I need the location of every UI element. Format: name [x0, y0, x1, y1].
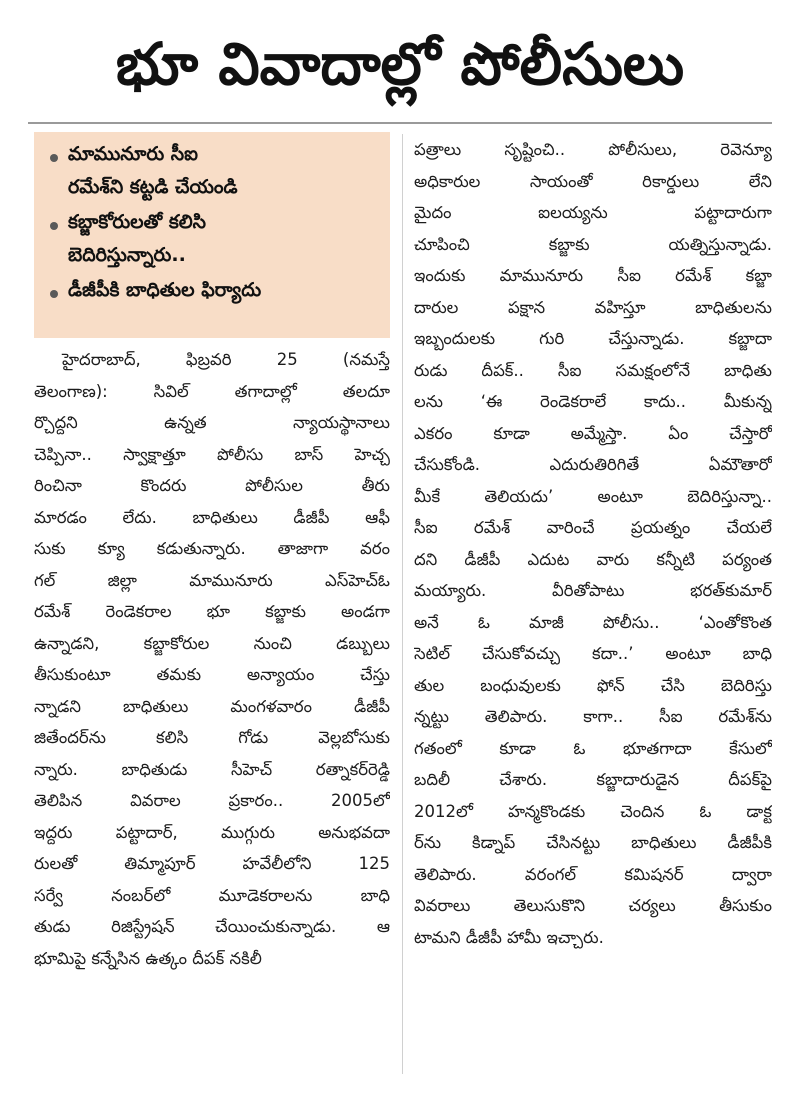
body-text-line: తెలంగాణ): సివిల్ తగాదాల్లో తలదూ	[34, 381, 390, 401]
right-column	[414, 132, 772, 953]
body-text-line: 2012లో హన్మకొండకు చెందిన ఓ డాక్ట	[414, 801, 772, 821]
body-text-line: జితేందర్‌ను కలిసి గోడు వెల్లబోసుకు	[34, 728, 390, 747]
body-text-line: రుడు దీపక్.. సీఐ సమక్షంలోనే బాధితు	[414, 360, 772, 380]
body-text-line: సర్వే నంబర్‌లో మూడెకరాలను బాధి	[34, 885, 390, 905]
body-text-line: ఇందుకు మామునూరు సీఐ రమేశ్ కబ్జా	[414, 266, 772, 285]
body-text-line: మీకే తెలియదు’ అంటూ బెదిరిస్తున్నా..	[414, 486, 772, 506]
body-text-line: పత్రాలు సృష్టించి.. పోలీసులు, రెవెన్యూ	[414, 140, 772, 159]
body-text-line: మైదం ఐలయ్యను పట్టాదారుగా	[414, 203, 772, 222]
body-text-line: మారడం లేదు. బాధితులు డీజీపీ ఆఫీ	[34, 507, 390, 527]
body-text-line: మయ్యారు. వీరితోపాటు భరత్‌కుమార్	[414, 581, 772, 600]
body-text-line: న్నారు. బాధితుడు సీహెచ్ రత్నాకర్‌రెడ్డి	[34, 759, 390, 779]
body-text-line: తెలిపిన వివరాల ప్రకారం.. 2005లో	[34, 791, 390, 810]
body-text-line: సీఐ రమేశ్ వారించే ప్రయత్నం చేయలే	[414, 518, 772, 537]
highlight-item	[46, 138, 380, 204]
body-text-line: చూపించి కబ్జాకు యత్నిస్తున్నాడు.	[414, 234, 772, 254]
body-text-line: అనే ఓ మాజీ పోలీసు.. ‘ఎంతోకొంత	[414, 612, 772, 632]
body-text-line: సెటిల్ చేసుకోవచ్చు కదా..’ అంటూ బాధి	[414, 644, 772, 663]
body-text-line: చెప్పినా.. స్వాక్షాత్తూ పోలీసు బాస్ హెచ్చ	[34, 444, 390, 464]
body-text-line: రమేశ్ రెండెకరాల భూ కబ్జాకు అండగా	[34, 602, 390, 621]
bullet-icon	[50, 290, 58, 298]
body-text-line: గల్ జిల్లా మామునూరు ఎస్‌హెచ్‌ఓ	[34, 570, 390, 590]
column-divider	[402, 134, 403, 1074]
highlight-line: మామునూరు సీఐ	[68, 143, 198, 165]
bullet-icon	[50, 222, 58, 230]
body-text-line: న్నట్టు తెలిపారు. కాగా.. సీఐ రమేశ్‌ను	[414, 707, 772, 726]
left-column-text	[34, 344, 390, 974]
body-text-line: తెలిపారు. వరంగల్ కమిషనర్ ద్వారా	[414, 864, 772, 884]
left-column	[34, 132, 390, 974]
body-text-line: ఇబ్బందులకు గురి చేస్తున్నాడు. కబ్జాదా	[414, 329, 772, 348]
highlight-item	[46, 206, 380, 272]
bullet-icon	[50, 154, 58, 162]
body-text-line: హైదరాబాద్, ఫిబ్రవరి 25 (నమస్తే	[62, 350, 390, 369]
body-text-line: తుల బంధువులకు ఫోన్ చేసి బెదిరిస్తు	[414, 675, 772, 695]
body-text-line: సుకు క్యూ కడుతున్నారు. తాజాగా వరం	[34, 539, 390, 558]
body-text-line: ఎకరం కూడా అమ్మేస్తా. ఏం చేస్తారో	[414, 423, 772, 443]
body-text-line: దని డీజీపీ ఎదుట వారు కన్నీటి పర్యంత	[414, 549, 772, 569]
body-text-line: లను ‘ఈ రెండెకరాలే కాదు.. మీకున్న	[414, 392, 772, 411]
body-text-line: రించినా కొందరు పోలీసుల తీరు	[34, 476, 390, 495]
body-text-line: దారుల పక్షాన వహిస్తూ బాధితులను	[414, 297, 772, 317]
highlight-line: బెదిరిస్తున్నారు..	[68, 244, 186, 266]
body-text-line: ఇద్దరు పట్టాదార్, ముగ్గురు అనుభవదా	[34, 822, 390, 842]
body-text-line: భూమిపై కన్నేసిన ఉత్కం దీపక్ నకిలీ	[34, 948, 262, 968]
highlight-line: డీజీపీకి బాధితుల ఫిర్యాదు	[68, 279, 262, 301]
body-text-line: ర్‌ను కిడ్నాప్ చేసినట్టు బాధితులు డీజీపీకి	[414, 833, 772, 852]
body-text-line: టామని డీజీపీ హామీ ఇచ్చారు.	[414, 927, 604, 947]
body-text-line: న్నాడని బాధితులు మంగళవారం డీజీపీ	[34, 696, 390, 716]
body-text-line: తుడు రిజిస్ట్రేషన్ చేయించుకున్నాడు. ఆ	[34, 917, 390, 936]
body-text-line: ఉన్నాడని, కబ్జాకోరుల నుంచి డబ్బులు	[34, 633, 390, 653]
headline-divider	[28, 122, 772, 124]
highlights-box	[34, 132, 390, 338]
body-text-line: తీసుకుంటూ తమకు అన్యాయం చేస్తు	[34, 665, 390, 684]
body-text-line: వివరాలు తెలుసుకొని చర్యలు తీసుకుం	[414, 896, 772, 915]
highlight-line: కబ్జాకోరులతో కలిసి	[68, 211, 207, 233]
highlight-item	[46, 274, 380, 307]
body-text-line: బదిలీ చేశారు. కబ్జాదారుడైన దీపక్‌పై	[414, 770, 772, 789]
headline: భూ వివాదాల్లో పోలీసులు	[115, 30, 685, 98]
body-text-line: గతంలో కూడా ఓ భూతగాదా కేసులో	[414, 738, 772, 758]
body-text-line: అధికారుల సాయంతో రికార్డులు లేని	[414, 171, 772, 191]
body-text-line: ర్చొద్దని ఉన్నత న్యాయస్థానాలు	[34, 413, 390, 432]
highlight-line: రమేశ్‌ని కట్టడి చేయండి	[68, 176, 238, 198]
body-text-line: రులతో తిమ్మాపూర్ హవేలీలోని 125	[34, 854, 390, 873]
body-text-line: చేసుకోండి. ఎదురుతిరిగితే ఏమౌతారో	[414, 455, 772, 474]
right-column-text	[414, 134, 772, 953]
